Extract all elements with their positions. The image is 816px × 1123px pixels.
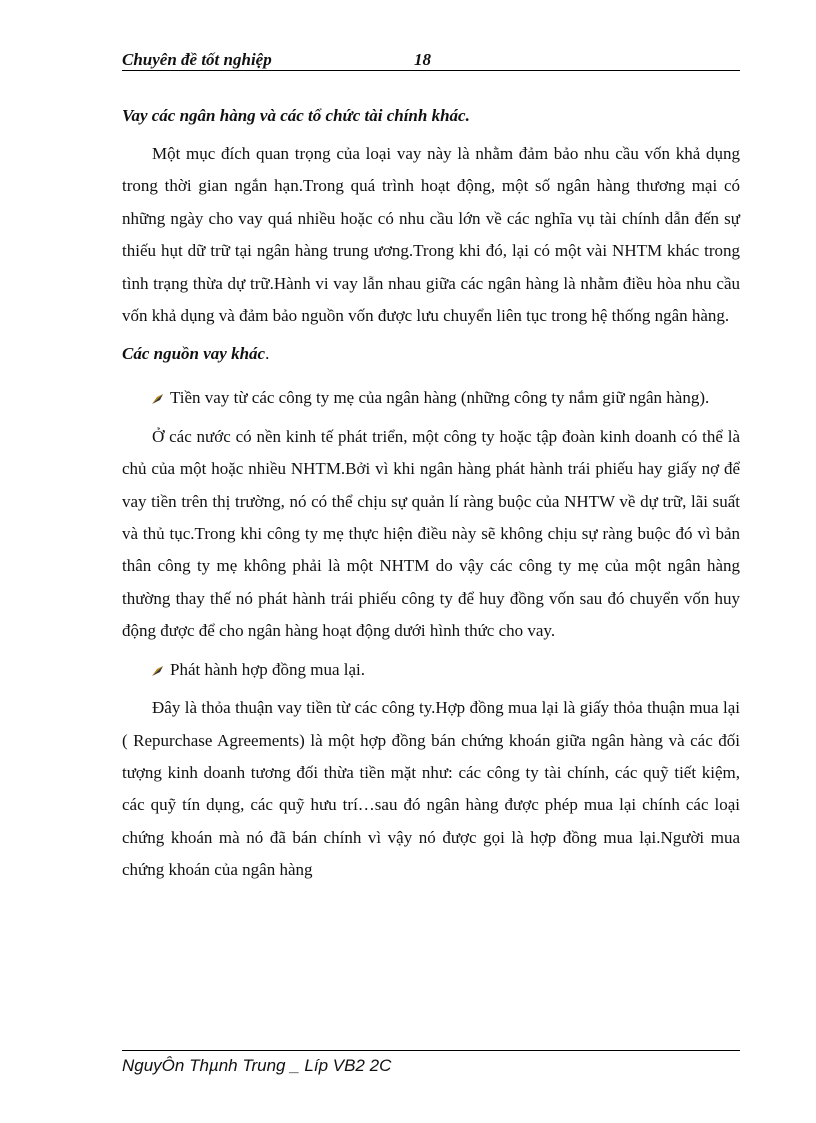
bullet-item-parent-company: [122, 382, 740, 414]
bullet-item-repurchase: [122, 654, 740, 686]
heading-text: Các nguồn vay khác: [122, 344, 266, 364]
footer-author: NguyÔn Thµnh Trung _ Líp VB2 2C: [122, 1056, 392, 1075]
document-body: [122, 104, 740, 887]
section-heading-bank-loans: Vay các ngân hàng và các tổ chức tài chính khác.: [122, 106, 470, 125]
bullet-text: Phát hành hợp đồng mua lại.: [170, 659, 366, 679]
footer-divider: [122, 1050, 740, 1051]
paragraph-bank-loans: Một mục đích quan trọng của loại vay này là nhằm đảm bảo nhu cầu vốn khả dụng trong thời gian ngắn hạn.Trong quá trình hoạt động, một số ngân hàng thương mại có những ngày cho vay quá nhiều hoặc có nhu cầu lớn về các nghĩa vụ tài chính dẫn đến sự thiếu hụt dữ trữ tại ngân hàng trung ương.Trong khi đó, lại có một vài NHTM khác trong tình trạng thừa dự trữ.Hành vi vay lẫn nhau giữa các ngân hàng là nhằm điều hòa nhu cầu vốn khả dụng và đảm bảo nguồn vốn được lưu chuyển liên tục trong hệ thống ngân hàng.: [122, 144, 740, 326]
heading-period: .: [265, 344, 270, 364]
paragraph-parent-company: Ở các nước có nền kinh tế phát triển, một công ty hoặc tập đoàn kinh doanh có thể là chủ của một hoặc nhiều NHTM.Bởi vì khi ngân hàng phát hành trái phiếu hay giấy nợ để vay tiền trên thị trường, nó có thể chịu sự quản lí ràng buộc của NHTW về dự trữ, lãi suất và thủ tục.Trong khi công ty mẹ thực hiện điều này sẽ không chịu sự ràng buộc đó vì bản thân công ty mẹ không phải là một NHTM do vậy các công ty mẹ của một ngân hàng thường thay thế nó phát hành trái phiếu công ty để huy đồng vốn sau đó chuyển vốn huy động được để cho ngân hàng hoạt động dưới hình thức cho vay.: [122, 426, 740, 641]
bullet-text: Tiền vay từ các công ty mẹ của ngân hàng (những công ty nắm giữ ngân hàng).: [170, 388, 710, 408]
page-number: 18: [414, 50, 431, 69]
page-header: [122, 50, 740, 71]
arrow-bullet-icon: [150, 663, 166, 679]
section-heading-other-sources: [122, 342, 740, 366]
header-title: Chuyên đề tốt nghiệp: [122, 50, 272, 69]
paragraph-repurchase: Đây là thỏa thuận vay tiền từ các công ty.Hợp đồng mua lại là giấy thỏa thuận mua lại ( Repurchase Agreements) là một hợp đồng bán chứng khoán giữa ngân hàng và các đối tượng kinh doanh tương đối thừa tiền mặt như: các công ty tài chính, các quỹ tiết kiệm, các quỹ tín dụng, các quỹ hưu trí…sau đó ngân hàng được phép mua lại chính các loại chứng khoán mà nó đã bán chính vì vậy nó được gọi là hợp đồng mua lại.Người mua chứng khoán của ngân hàng: [122, 698, 740, 880]
arrow-bullet-icon: [150, 391, 166, 407]
